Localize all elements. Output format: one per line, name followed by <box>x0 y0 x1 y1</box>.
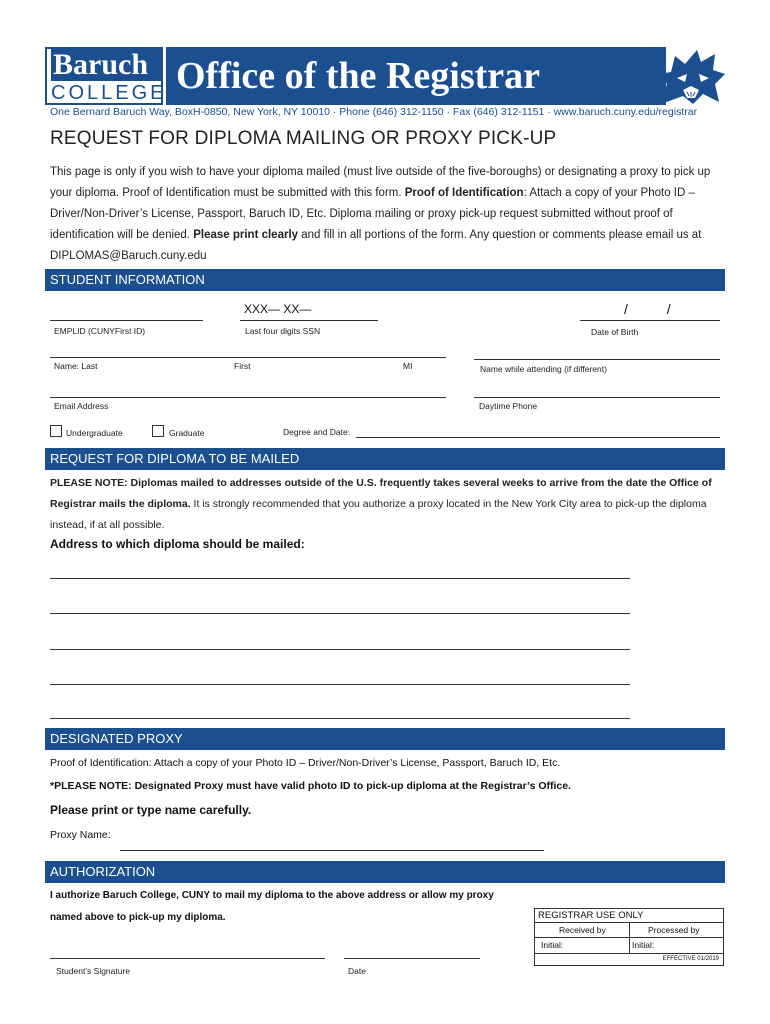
effective-date: EFFECTIVE 01/2019 <box>662 956 719 962</box>
logo-baruch-text: Baruch <box>51 49 161 81</box>
ssn-field[interactable] <box>240 320 378 321</box>
page-title: REQUEST FOR DIPLOMA MAILING OR PROXY PICK-UP <box>50 128 557 149</box>
intro-text-3: and fill in all portions of the form. Any question or comments please email us at DIPLOMAS@Baruch.cuny.edu <box>50 229 702 262</box>
office-address: One Bernard Baruch Way, BoxH-0850, New York, NY 10010 · Phone (646) 312-1150 · Fax (646) 312-1151 · www.baruch.cuny.edu/registrar <box>50 106 698 118</box>
intro-paragraph <box>50 162 730 267</box>
name-attending-label: Name while attending (if different) <box>480 364 607 374</box>
emplid-label: EMPLID (CUNYFirst ID) <box>54 326 146 336</box>
authorization-line-2: named above to pick-up my diploma. <box>50 912 226 923</box>
student-signature-field[interactable] <box>50 958 325 959</box>
proxy-print-note: Please print or type name carefully. <box>50 803 252 817</box>
section-authorization: AUTHORIZATION <box>45 861 725 883</box>
processed-initial-field[interactable]: Initial: <box>632 940 655 950</box>
dob-field[interactable] <box>580 320 720 321</box>
name-attending-field[interactable] <box>474 359 720 360</box>
mailing-note-bold: PLEASE NOTE: Diplomas mailed to addresses outside of the U.S. frequently takes several weeks to arrive from the date the Office of Registrar mails the diploma. <box>50 477 712 510</box>
letterhead <box>45 47 725 109</box>
email-field[interactable] <box>50 397 446 398</box>
address-line-1[interactable] <box>50 578 630 579</box>
address-line-4[interactable] <box>50 684 630 685</box>
proxy-name-label: Proxy Name: <box>50 829 111 841</box>
baruch-logo <box>45 47 167 105</box>
dob-label: Date of Birth <box>591 327 639 337</box>
signature-date-field[interactable] <box>344 958 480 959</box>
section-designated-proxy: DESIGNATED PROXY <box>45 728 725 750</box>
graduate-label: Graduate <box>169 428 205 438</box>
mailing-address-label: Address to which diploma should be mailed: <box>50 537 305 551</box>
office-title: Office of the Registrar <box>166 47 666 105</box>
registrar-use-only-box <box>534 908 724 966</box>
section-student-information: STUDENT INFORMATION <box>45 269 725 291</box>
ssn-label: Last four digits SSN <box>245 326 321 336</box>
logo-college-text: COLLEGE <box>51 82 167 104</box>
intro-bold-1: Proof of Identification <box>404 187 524 199</box>
student-signature-label: Student’s Signature <box>56 966 131 976</box>
section-diploma-mailed: REQUEST FOR DIPLOMA TO BE MAILED <box>45 448 725 470</box>
mi-label: MI <box>403 361 413 371</box>
mailing-note <box>50 473 720 536</box>
phone-field[interactable] <box>474 397 720 398</box>
ssn-prefill: XXX— XX— <box>244 302 312 316</box>
authorization-line-1: I authorize Baruch College, CUNY to mail my diploma to the above address or allow my proxy <box>50 890 494 901</box>
processed-by-label: Processed by <box>648 925 700 935</box>
bearcat-mascot-icon <box>653 44 729 108</box>
first-name-label: First <box>234 361 251 371</box>
proxy-proof-text: Proof of Identification: Attach a copy of your Photo ID – Driver/Non-Driver’s License, Passport, Baruch ID, Etc. <box>50 757 561 769</box>
graduate-checkbox[interactable] <box>152 425 164 437</box>
address-line-5[interactable] <box>50 718 630 719</box>
registrar-title: REGISTRAR USE ONLY <box>538 910 644 921</box>
intro-text-2: : Attach a copy of your Photo ID – Driver/Non-Driver’s License, Passport, Baruch ID, Etc. Diploma mailing or proxy pick-up request submitted without proof of identification will be denied. <box>50 187 695 241</box>
proxy-name-field[interactable] <box>120 850 544 851</box>
mailing-note-rest: It is strongly recommended that you authorize a proxy located in the New York City area to pick-up the diploma instead, if at all possible. <box>50 498 707 531</box>
degree-date-field[interactable] <box>356 437 720 438</box>
dob-slashes: / / <box>624 301 671 317</box>
received-initial-field[interactable]: Initial: <box>541 940 564 950</box>
email-label: Email Address <box>54 401 109 411</box>
intro-bold-2: Please print clearly <box>193 229 299 241</box>
emplid-field[interactable] <box>50 320 203 321</box>
name-field[interactable] <box>50 357 446 358</box>
undergraduate-label: Undergraduate <box>66 428 123 438</box>
signature-date-label: Date <box>348 966 366 976</box>
last-name-label: Name: Last <box>54 361 98 371</box>
received-by-label: Received by <box>559 925 606 935</box>
address-line-2[interactable] <box>50 613 630 614</box>
address-line-3[interactable] <box>50 649 630 650</box>
degree-date-label: Degree and Date: <box>283 427 351 437</box>
proxy-note: *PLEASE NOTE: Designated Proxy must have valid photo ID to pick-up diploma at the Registrar’s Office. <box>50 780 572 792</box>
intro-text-1: This page is only if you wish to have your diploma mailed (must live outside of the five-boroughs) or designating a proxy to pick up your diploma. Proof of Identification must be submitted with this form. <box>50 166 711 199</box>
phone-label: Daytime Phone <box>479 401 538 411</box>
undergraduate-checkbox[interactable] <box>50 425 62 437</box>
